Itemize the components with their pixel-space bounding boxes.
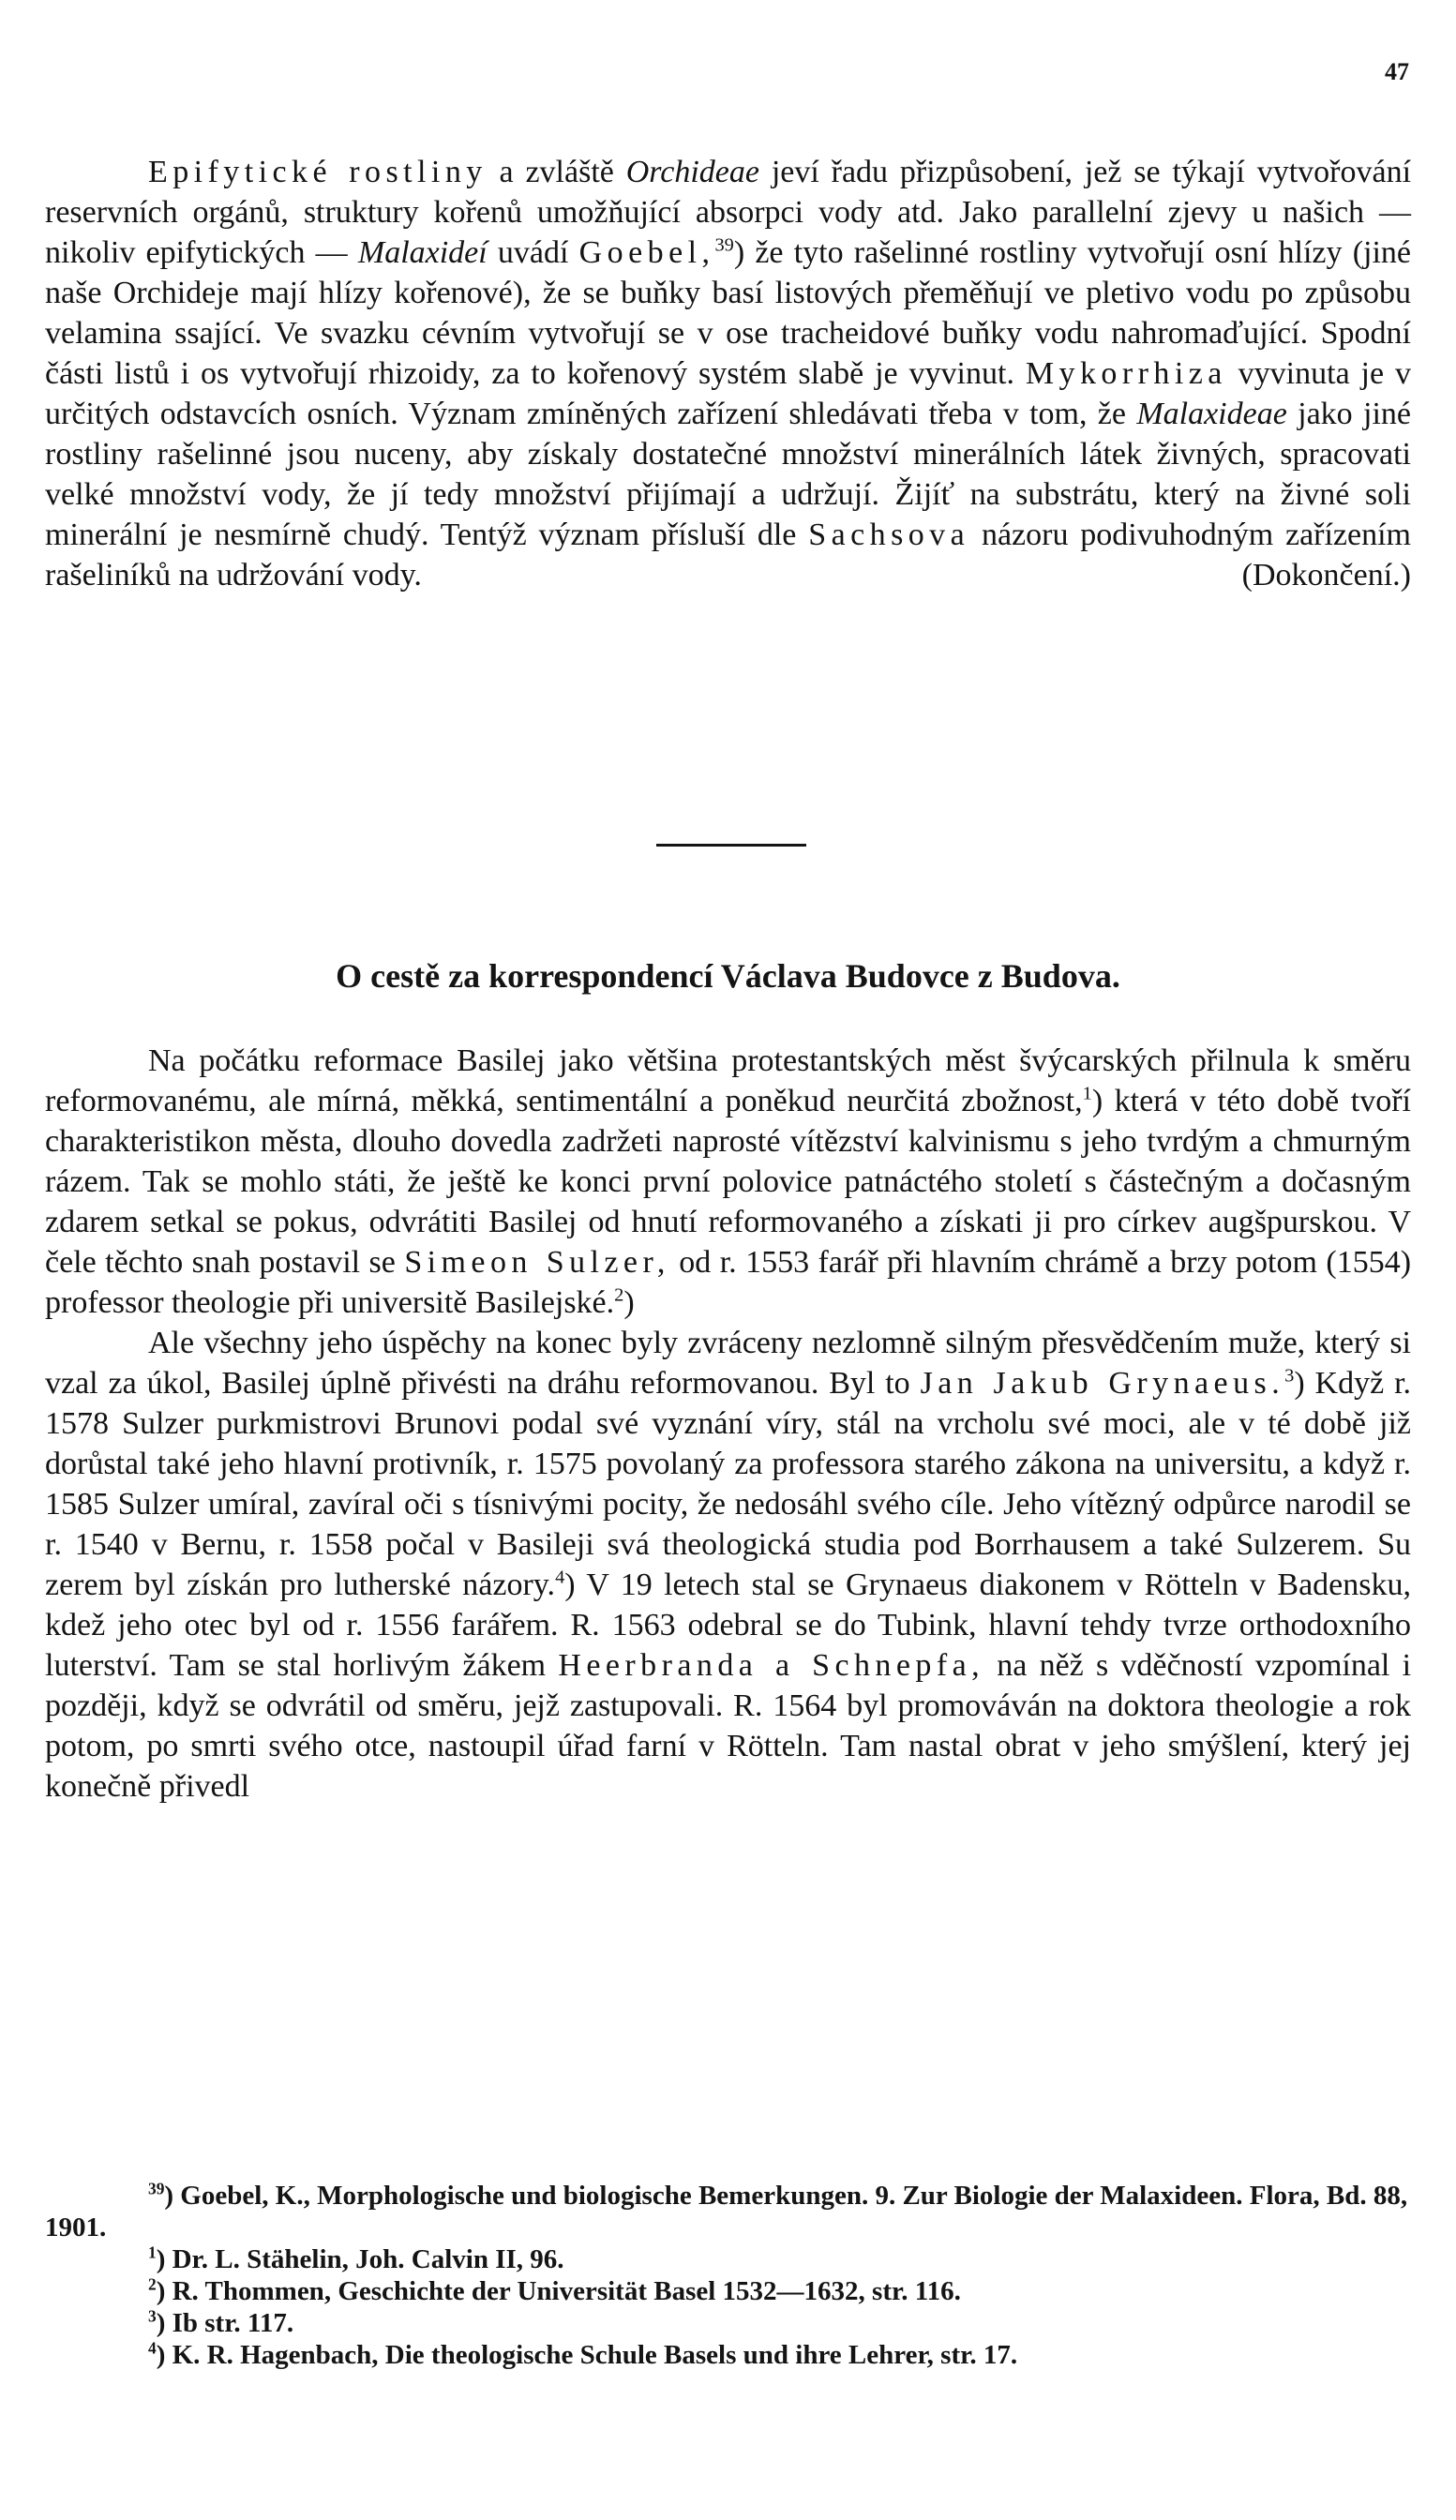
section-divider [656, 844, 806, 847]
text-run: ) V 19 letech stal se Grynaeus diakonem v Rötteln v Badensku, kdež jeho otec byl od r. 1556 farářem. R. 1563 odebral se do Tubink, hlavní tehdy tvrze orthodoxního luterství. Tam se stal horlivým žákem [45, 1568, 1411, 1683]
footnote [45, 2339, 1411, 2371]
text-run: ) která v této době tvoří charakteristikon města, dlouho dovedla zadržeti naprosté vítězství kalvinismu s jeho tvrdým a chmurným rázem. Tak se mohlo státi, že ještě ke konci první polovice patnáctého století s částečným a dočasným zdarem setkal se pokus, odvrátiti Basilej od hnutí reformovaného a získati ji pro církev augšpurskou. V čele těchto snah postavil se [45, 1084, 1412, 1280]
article-1 [45, 152, 1411, 595]
text-run: ) [623, 1285, 635, 1320]
italic-term: Orchideae [625, 155, 759, 189]
footnote [45, 2275, 1411, 2307]
footnote-ref: 3 [1284, 1365, 1295, 1387]
footnote-mark: 39 [148, 2179, 165, 2198]
italic-term: Malaxideí [357, 235, 488, 270]
author-name: Heerbranda a Schnepfa, [558, 1648, 985, 1683]
footnotes [45, 2180, 1411, 2371]
text-run: jako jiné rostliny rašelinné jsou nuceny, aby získaly dostatečné množství minerálních látek živných, spracovati velké množství vody, že jí tedy množství přijímají a udržují. Žijíť na substrátu, který na živné soli minerální je nesmírně chudý. Tentýž význam přísluší dle [45, 397, 1411, 552]
footnote-mark: 4 [148, 2338, 157, 2358]
footnote-ref: 2 [614, 1284, 624, 1306]
text-run: a zvláště [499, 155, 614, 189]
text-run: jeví řadu přizpůsobení, jež se týkají vytvořování reservních orgánů, struktury kořenů umožňující absorpci vody atd. Jako parallelní zjevy u našich — nikoliv epifytických — [45, 155, 1412, 270]
text-run: na něž s vděčností vzpomínal i později, když se odvrátil od směru, jejž zastupovali. R. 1564 byl promováván na doktora theologie a rok potom, po smrti svého otce, nastoupil úřad farní v Rötteln. Tam nastal obrat v jeho smýšlení, který jej konečně přivedl [45, 1648, 1412, 1804]
author-name: Simeon Sulzer, [404, 1245, 670, 1280]
text-run: vyvinuta je v určitých odstavcích osních. Význam zmíněných zařízení shledávati třeba v tom, že [45, 356, 1412, 431]
text-run: ) že tyto rašelinné rostliny vytvořují osní hlízy (jiné naše Orchideje mají hlízy kořenové), že se buňky basí listových přeměňují ve pletivo vodu po způsobu velamina ssající. Ve svazku cévním vytvořují se v ose tracheidové buňky vodu nahromaďující. Spodní části listů i os vytvořují rhizoidy, za to kořenový systém slabě je vyvinut. [45, 235, 1412, 391]
footnote-mark: 2 [148, 2274, 157, 2294]
to-be-continued: (Dokončení.) [1241, 558, 1411, 592]
author-name: Goebel, [578, 235, 715, 270]
text-run: uvádí [497, 235, 569, 270]
page-number: 47 [1385, 58, 1409, 85]
footnote-text: ) R. Thommen, Geschichte der Universität Basel 1532—1632, str. 116. [156, 2276, 961, 2306]
footnote-ref: 39 [714, 234, 734, 256]
article-1-paragraph [45, 152, 1411, 595]
footnote-ref: 1 [1082, 1083, 1092, 1104]
footnote-mark: 1 [148, 2242, 157, 2262]
footnote-ref: 4 [555, 1567, 565, 1588]
text-run: názoru podivuhodným zařízením rašeliníků na udržování vody. [45, 518, 1412, 592]
text-run: od r. 1553 farář při hlavním chrámě a brzy potom (1554) professor theologie při universitě Basilejské. [45, 1245, 1412, 1320]
footnote-mark: 3 [148, 2306, 157, 2326]
footnote [45, 2243, 1411, 2275]
text-run: Na počátku reformace Basilej jako většina protestantských měst švýcarských přilnula k směru reformovanému, ale mírná, měkká, sentimentální a poněkud neurčitá zbožnost, [45, 1043, 1411, 1118]
footnote-text: ) Dr. L. Stähelin, Joh. Calvin II, 96. [156, 2244, 564, 2274]
footnote [45, 2307, 1411, 2339]
text-run: Ale všechny jeho úspěchy na konec byly zvráceny nezlomně silným přesvědčením muže, který si vzal za úkol, Basilej úplně přivésti na dráhu reformovanou. Byl to [45, 1326, 1411, 1401]
article-title: O cestě za korrespondencí Václava Budovce z Budova. [336, 957, 1120, 995]
footnote-text: ) K. R. Hagenbach, Die theologische Schule Basels und ihre Lehrer, str. 17. [156, 2340, 1018, 2370]
article-2-paragraph-1 [45, 1041, 1411, 1323]
footnote-text: ) Goebel, K., Morphologische und biologische Bemerkungen. 9. Zur Biologie der Malaxideen. Flora, Bd. 88, 1901. [45, 2181, 1408, 2242]
article-2-paragraph-2 [45, 1323, 1411, 1807]
italic-term: Malaxideae [1136, 397, 1287, 431]
text-run: ) Když r. 1578 Sulzer purkmistrovi Brunovi podal své vyznání víry, stál na vrcholu své moci, ale v té době již dorůstal také jeho hlavní protivník, r. 1575 povolaný za professora starého zákona na universitu, a když r. 1585 Sulzer umíral, zavíral oči s tísnivými pocity, že nedosáhl svého cíle. Jeho vítězný odpůrce narodil se r. 1540 v Bernu, r. 1558 počal v Basileji svá theologická studia pod Borrhausem a také Sulzerem. Su zerem byl získán pro lutherské názory. [45, 1366, 1412, 1602]
spaced-term: Epifytické rostliny [148, 155, 488, 189]
footnote [45, 2180, 1411, 2243]
author-name: Sachsova [808, 518, 970, 552]
author-name: Jan Jakub Grynaeus. [920, 1366, 1285, 1401]
footnote-text: ) Ib str. 117. [156, 2308, 294, 2338]
spaced-term: Mykorrhiza [1025, 356, 1227, 391]
article-2 [45, 1041, 1411, 1807]
